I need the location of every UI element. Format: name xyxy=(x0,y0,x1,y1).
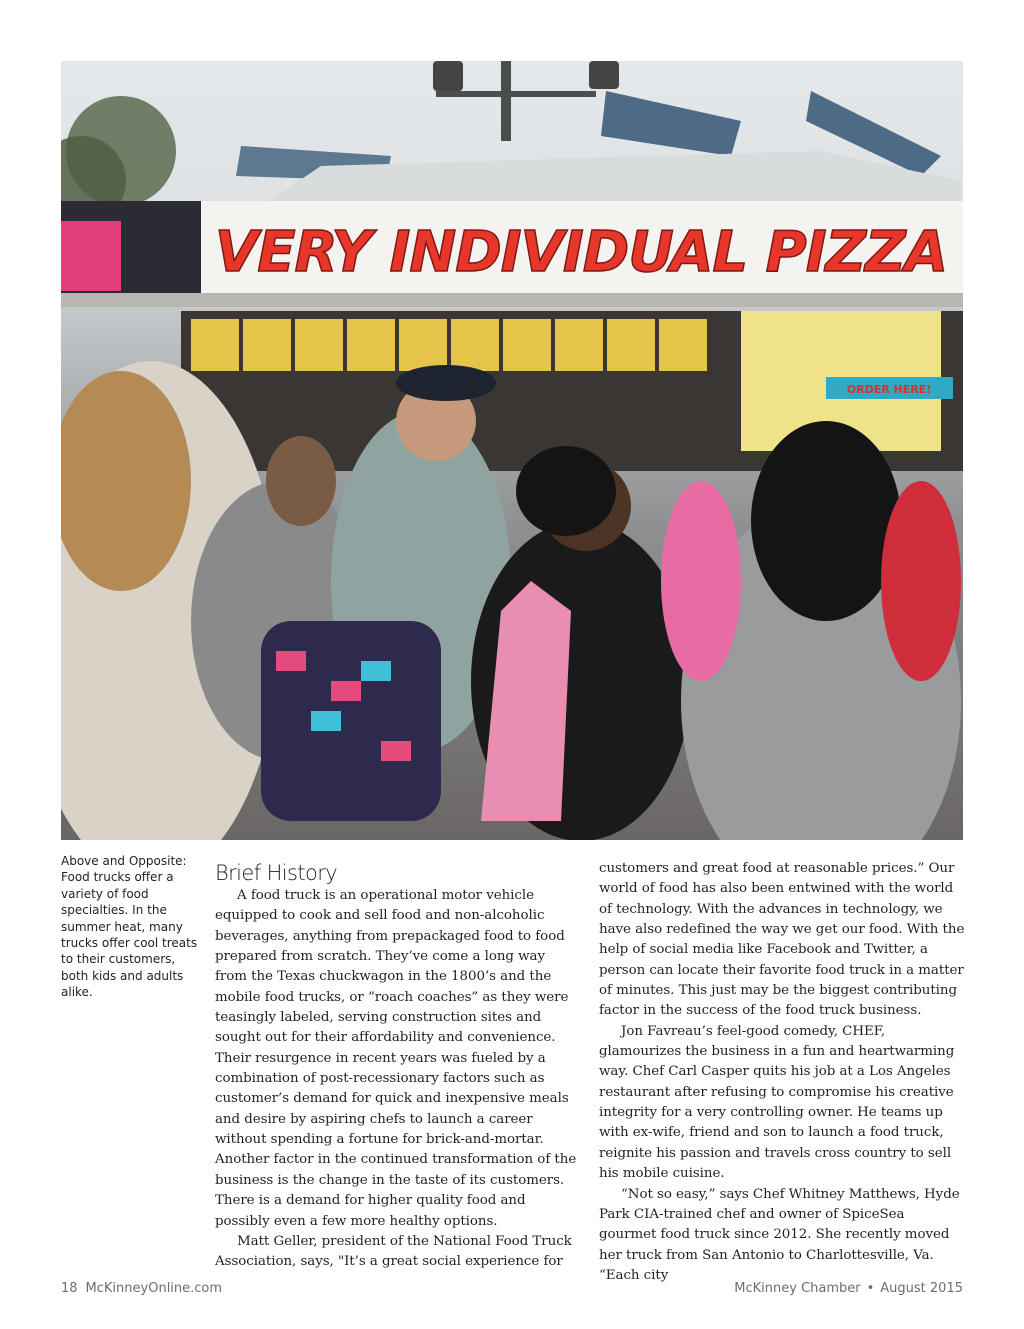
article-paragraph: customers and great food at reasonable prices.” Our world of food has also been entwined with the world of technology. With the advances in technology, we have also redefined the way we get our food. With the help of social media like Facebook and Twitter, a person can locate their favorite food truck in a matter of minutes. This just may be the biggest contributing factor in the success of the food truck business. xyxy=(599,861,965,1019)
article-paragraph: Matt Geller, president of the National Food Truck Association, says, "It’s a great social experience for xyxy=(215,1233,572,1270)
article-paragraph: “Not so easy,” says Chef Whitney Matthews, Hyde Park CIA-trained chef and owner of SpiceSea gourmet food truck since 2012. She recently moved her truck from San Antonio to Charlottesville, Va. “Each city xyxy=(599,1186,960,1283)
footer-left xyxy=(61,1281,222,1296)
order-here-sign: ORDER HERE! xyxy=(846,383,932,396)
truck-sign: VERY INDIVIDUAL PIZZA xyxy=(214,220,948,285)
issue-date: August 2015 xyxy=(880,1281,963,1296)
food-truck-photo xyxy=(61,61,963,840)
footer-separator: • xyxy=(866,1281,875,1296)
page-number: 18 xyxy=(61,1281,78,1296)
publication-name: McKinney Chamber xyxy=(734,1281,861,1296)
footer-right xyxy=(734,1281,963,1296)
article-paragraph: Jon Favreau’s feel-good comedy, CHEF, glamourizes the business in a fun and heartwarming way. Chef Carl Casper quits his job at a Los Angeles restaurant after refusing to compromise his creative integrity for a very controlling owner. He teams up with ex-wife, friend and son to launch a food truck, reignite his passion and travels cross country to sell his mobile cuisine. xyxy=(599,1023,955,1182)
section-heading: Brief History xyxy=(215,861,338,885)
website-link[interactable]: McKinneyOnline.com xyxy=(85,1281,223,1296)
article-column-right xyxy=(599,859,965,1286)
article-paragraph: A food truck is an operational motor vehicle equipped to cook and sell food and non-alcoholic beverages, anything from prepackaged food to food prepared from scratch. They’ve come a long way from the Texas chuckwagon in the 1800’s and the mobile food trucks, or “roach coaches” as they were teasingly labeled, serving construction sites and sought out for their affordability and convenience. Their resurgence in recent years was fueled by a combination of post-recessionary factors such as customer’s demand for quick and inexpensive meals and desire by aspiring chefs to launch a career without spending a fortune for brick-and-mortar. Another factor in the continued transformation of the business is the change in the taste of its customers. There is a demand for higher quality food and possibly even a few more healthy options. xyxy=(215,888,577,1229)
photo-caption: Above and Opposite: Food trucks offer a variety of food specialties. In the summer heat, many trucks offer cool treats to their customers, both kids and adults alike. xyxy=(61,854,198,1000)
article-column-left xyxy=(215,859,577,1273)
